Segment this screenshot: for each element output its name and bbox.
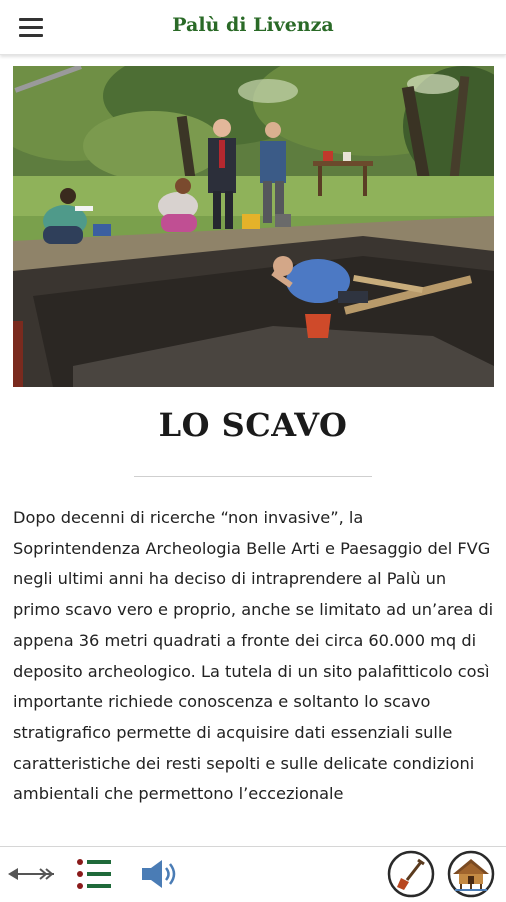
list-icon[interactable] [76,857,112,891]
article-body: Dopo decenni di ricerche “non invasive”, la Soprintendenza Archeologia Belle Arti e Paesaggio del FVG negli ultimi anni ha deciso di intraprendere al Palù un primo scavo vero e proprio, anche se limitato ad un’area di appena 36 metri quadrati a fronte dei circa 60.000 mq di deposito archeologico. La tutela di un sito palafitticolo così importante richiede conoscenza e soltanto lo scavo stratigrafico permette di acquisire dati essenziali sulle caratteristiche dei resti sepolti e sulle delicate condizioni ambientali che permettono l’eccezionale [13,508,494,804]
excavation-photo [13,66,494,387]
back-arrow-icon[interactable] [6,863,56,885]
article-content[interactable] [0,56,506,846]
article-title: LO SCAVO [158,406,348,444]
app-bar [0,0,506,55]
shovel-icon[interactable] [387,850,435,898]
bottom-navigation [0,846,506,901]
hut-icon[interactable] [447,850,495,898]
app-title: Palù di Livenza [172,14,334,36]
speaker-icon[interactable] [140,857,182,891]
title-divider [134,476,372,477]
